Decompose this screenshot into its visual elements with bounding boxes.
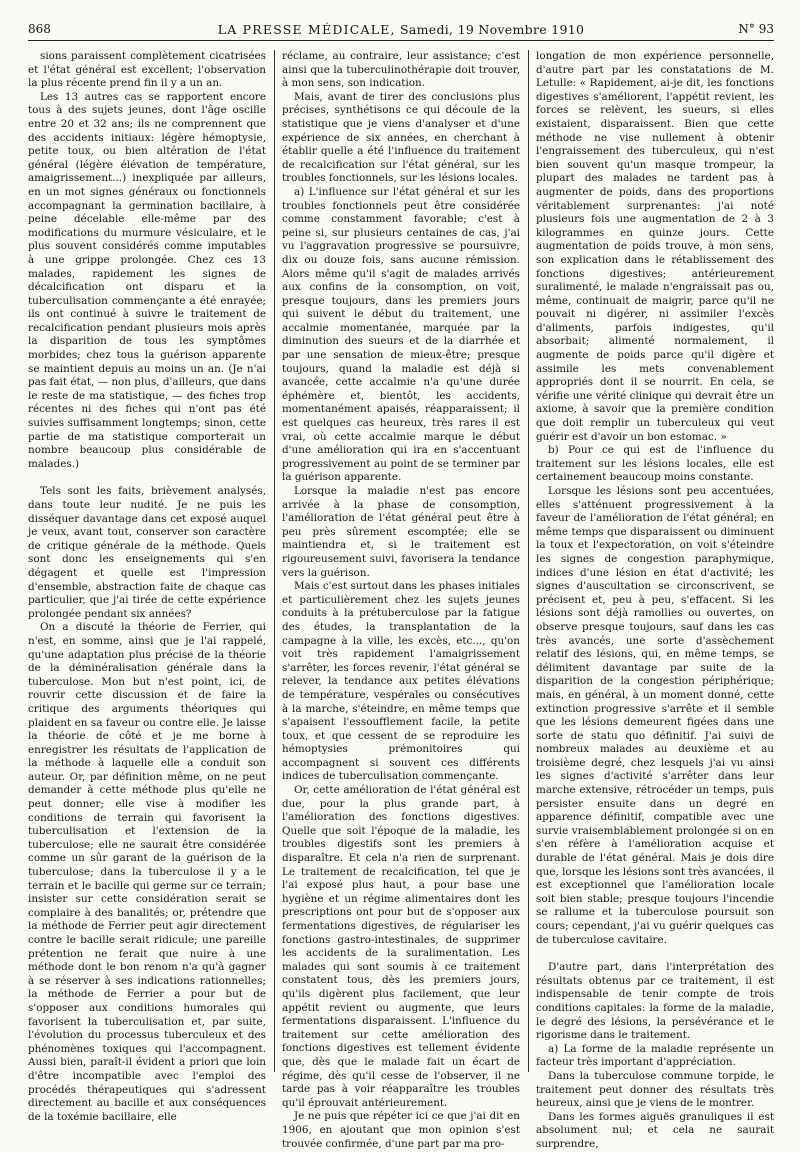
column-1 bbox=[28, 50, 266, 1123]
paragraph: réclame, au contraire, leur assistance; c'est ainsi que la tuberculinothérapie doit trouver, à mon sens, son indication. bbox=[282, 50, 520, 90]
column-3 bbox=[536, 50, 774, 1150]
paragraph: longation de mon expérience personnelle, d'autre part par les constatations de M. Letulle: « Rapidement, ai-je dit, les fonctions digestives s'améliorent, l'appétit revient, les forces se relèvent, les sueurs, si elles existaient, disparaissent. Bien que cette méthode ne vise nullement à obtenir l'engraissement des tuberculeux, qui n'est bien souvent qu'un masque trompeur, la plupart des malades ne tardent pas à augmenter de poids, dans des proportions véritablement surprenantes: j'ai noté plusieurs fois une augmentation de 2 à 3 kilogrammes en quinze jours. Cette augmentation de poids trouve, à mon sens, son explication dans le rétablissement des fonctions digestives; antérieurement suralimenté, le malade n'engraissait pas ou, même, continuait de maigrir, parce qu'il ne pouvait ni digérer, ni assimiler l'excès d'aliments, parfois indigestes, qu'il absorbait; alimenté normalement, il augmente de poids parce qu'il digère et assimile les mets convenablement appropriés dont il se nourrit. En cela, se vérifie une vérité clinique qui devrait être un axiome, à savoir que la première condition que doit remplir un tuberculeux qui veut guérir est d'avoir un bon estomac. » bbox=[536, 50, 774, 443]
paragraph: a) La forme de la maladie représente un facteur très important d'appréciation. bbox=[536, 1042, 774, 1069]
paragraph: Les 13 autres cas se rapportent encore tous à des sujets jeunes, dont l'âge oscille entre 20 et 32 ans; ils ne comprennent que des accidents initiaux: légère hémoptysie, petite toux, ou bien altération de l'état général (légère élévation de température, amaigrissement...) inexpliquée par ailleurs, en un mot signes généraux ou fonctionnels accompagnant la germination bacillaire, à peine décelable elle-même par des modifications du murmure vésiculaire, et le plus souvent considérés comme imputables à une grippe prolongée. Chez ces 13 malades, rapidement les signes de décalcification ont disparu et la tuberculisation commençante a été enrayée; ils ont continué à suivre le traitement de recalcification pendant plusieurs mois après la disparition de tous les symptômes morbides; chez tous la guérison apparente se maintient depuis au moins un an. (Je n'ai pas fait état, — non plus, d'ailleurs, que dans le reste de ma statistique, — des fiches trop récentes ni des fiches qui n'ont pas été suivies suffisamment longtemps; sinon, cette partie de ma statistique comporterait un nombre beaucoup plus considérable de malades.) bbox=[28, 90, 266, 470]
column-divider bbox=[528, 50, 529, 1072]
paragraph: b) Pour ce qui est de l'influence du traitement sur les lésions locales, elle est certainement beaucoup moins constante. bbox=[536, 444, 774, 484]
publication-name: LA PRESSE MÉDICALE, bbox=[217, 22, 396, 37]
column-2 bbox=[282, 50, 520, 1150]
paragraph: Mais c'est surtout dans les phases initiales et particulièrement chez les sujets jeunes conduits à la prétuberculose par la fatigue des études, la transplantation de la campagne à la ville, les excès, etc..., qu'on voit très rapidement l'amaigrissement s'arrêter, les forces revenir, l'état général se relever, la tendance aux petites élévations de température, vespérales ou consécutives à la marche, s'éteindre, en même temps que s'apaisent l'essoufflement facile, la petite toux, et que cessent de se reproduire les hémoptysies prémonitoires qui accompagnent si souvent ces différents indices de tuberculisation commençante. bbox=[282, 580, 520, 783]
paragraph: Lorsque les lésions sont peu accentuées, elles s'atténuent progressivement à la faveur de l'amélioration de l'état général; en même temps que disparaissent ou diminuent la toux et l'expectoration, on voit s'éteindre les signes de congestion paraphymique, indices d'une lésion en état d'activité; les signes d'auscultation se circonscrivent, se précisent et, peu à peu, s'effacent. Si les lésions sont déjà ramollies ou ouvertes, on observe presque toujours, sauf dans les cas très avancés, une sorte d'assèchement relatif des lésions, qui, en même temps, se délimitent davantage par suite de la disparition de la congestion périphérique; mais, en général, à un moment donné, cette extinction progressive s'arrête et il semble que les lésions demeurent figées dans une sorte de statu quo définitif. J'ai suivi de nombreux malades au deuxième et au troisième degré, chez lesquels j'ai vu ainsi les signes d'activité s'arrêter dans leur marche extensive, rétrocéder un temps, puis persister ensuite dans un degré en apparence définitif, compatible avec une survie vraisemblablement prolongée si on en s'en réfère à l'amélioration acquise et durable de l'état général. Mais je dois dire que, lorsque les lésions sont très avancées, il est exceptionnel que l'amélioration locale soit bien stable; presque toujours l'incendie se rallume et la tuberculose poursuit son cours; cependant, j'ai vu guérir quelques cas de tuberculose cavitaire. bbox=[536, 485, 774, 946]
paragraph: Dans la tuberculose commune torpide, le traitement peut donner des résultats très heureux, ainsi que je viens de le montrer. bbox=[536, 1069, 774, 1110]
running-header bbox=[28, 22, 774, 46]
paragraph: Tels sont les faits, brièvement analysés, dans toute leur nudité. Je ne puis les disséquer davantage dans cet exposé auquel je veux, avant tout, conserver son caractère de critique générale de la méthode. Quels sont donc les enseignements qui s'en dégagent et quelle est l'impression d'ensemble, abstraction faite de chaque cas particulier, que j'ai tirée de cette expérience prolongée pendant six années? bbox=[28, 485, 266, 620]
page-number: 868 bbox=[28, 22, 51, 36]
paragraph: Dans les formes aiguës granuliques il est absolument nul; et cela ne saurait surprendre, bbox=[536, 1110, 774, 1150]
issue-date: Samedi, 19 Novembre 1910 bbox=[399, 22, 585, 37]
paragraph: On a discuté la théorie de Ferrier, qui n'est, en somme, ainsi que je l'ai rappelé, qu'une adaptation plus précise de la théorie de la déminéralisation générale dans la tuberculose. Mon but n'est point, ici, de rouvrir cette discussion et de faire la critique des arguments théoriques qui plaident en sa faveur ou contre elle. Je laisse la théorie de côté et je me borne à enregistrer les résultats de l'application de la méthode à laquelle elle a conduit son auteur. Or, par définition même, on ne peut demander à cette méthode plus qu'elle ne peut donner; elle vise à modifier les conditions de terrain qui favorisent la tuberculisation et l'extension de la tuberculose; elle ne saurait être considérée comme un sûr garant de la guérison de la tuberculose; dans la tuberculose il y a le terrain et le bacille qui germe sur ce terrain; insister sur cette considération serait se complaire à des banalités; or, prétendre que la méthode de Ferrier peut agir directement contre le bacille serait ridicule; une pareille prétention ne ferait que nuire à une méthode dont le bon renom n'a qu'à gagner à se réserver à ses indications rationnelles; la méthode de Ferrier a pour but de s'opposer aux conditions humorales qui favorisent la tuberculisation et, par suite, l'évolution du processus tuberculeux et des phénomènes toxiques qui l'accompagnent. Aussi bien, paraît-il évident a priori que loin d'être incompatible avec l'emploi des procédés thérapeutiques qui s'adressent directement au bacille et aux conséquences de la toxémie bacillaire, elle bbox=[28, 621, 266, 1123]
column-divider bbox=[274, 50, 275, 1072]
paragraph: Mais, avant de tirer des conclusions plus précises, synthétisons ce qui découle de la statistique que je viens d'analyser et d'une expérience de six années, en cherchant à établir quelle a été l'influence du traitement de recalcification sur l'état général, sur les troubles fonctionnels, sur les lésions locales. bbox=[282, 90, 520, 185]
paragraph: Lorsque la maladie n'est pas encore arrivée à la phase de consomption, l'amélioration de l'état général peut être à peu près sûrement escomptée; elle se maintiendra et, si le traitement est rigoureusement suivi, favorisera la tendance vers la guérison. bbox=[282, 485, 520, 579]
paragraph: a) L'influence sur l'état général et sur les troubles fonctionnels peut être considérée comme constamment favorable; c'est à peine si, sur plusieurs centaines de cas, j'ai vu l'aggravation progressive se poursuivre, dix ou douze fois, sans aucune rémission. Alors même qu'il s'agit de malades arrivés aux confins de la consomption, on voit, presque toujours, dans les premiers jours qui suivent le début du traitement, une accalmie momentanée, marquée par la diminution des sueurs et de la diarrhée et par une sensation de mieux-être; presque toujours, quand la maladie est déjà si avancée, cette accalmie n'a qu'une durée éphémère et, bientôt, les accidents, momentanément apaisés, réapparaissent; il est quelques cas heureux, très rares il est vrai, où cette accalmie marque le début d'une amélioration qui ira en s'accentuant progressivement au point de se terminer par la guérison apparente. bbox=[282, 185, 520, 484]
paragraph: Or, cette amélioration de l'état général est due, pour la plus grande part, à l'amélioration des fonctions digestives. Quelle que soit l'époque de la maladie, les troubles digestifs sont les premiers à disparaître. Et cela n'a rien de surprenant. Le traitement de recalcification, tel que je l'ai exposé plus haut, a pour base une hygiène et un régime alimentaires dont les prescriptions ont pour but de s'opposer aux fermentations digestives, de régulariser les fonctions gastro-intestinales, de supprimer les accidents de la suralimentation. Les malades qui sont soumis à ce traitement constatent tous, dès les premiers jours, qu'ils digèrent plus facilement, que leur appétit revient ou augmente, que leurs fermentations disparaissent. L'influence du traitement sur cette amélioration des fonctions digestives est tellement évidente que, dès que le malade fait un écart de régime, dès qu'il cesse de l'observer, il ne tarde pas à voir réapparaître les troubles qu'il éprouvait antérieurement. bbox=[282, 784, 520, 1109]
issue-number: N° 93 bbox=[738, 22, 774, 36]
paragraph: Je ne puis que répéter ici ce que j'ai dit en 1906, en ajoutant que mon opinion s'est trouvée confirmée, d'une part par ma pro- bbox=[282, 1110, 520, 1150]
running-title bbox=[28, 22, 774, 37]
article-body bbox=[28, 50, 774, 1150]
header-rule bbox=[28, 40, 774, 41]
paragraph: D'autre part, dans l'interprétation des résultats obtenus par ce traitement, il est indispensable de tenir compte de trois conditions capitales: la forme de la maladie, le degré des lésions, la persévérance et le rigorisme dans le traitement. bbox=[536, 961, 774, 1042]
paragraph: sions paraissent complètement cicatrisées et l'état général est excellent; l'observation la plus récente prend fin il y a un an. bbox=[28, 50, 266, 90]
